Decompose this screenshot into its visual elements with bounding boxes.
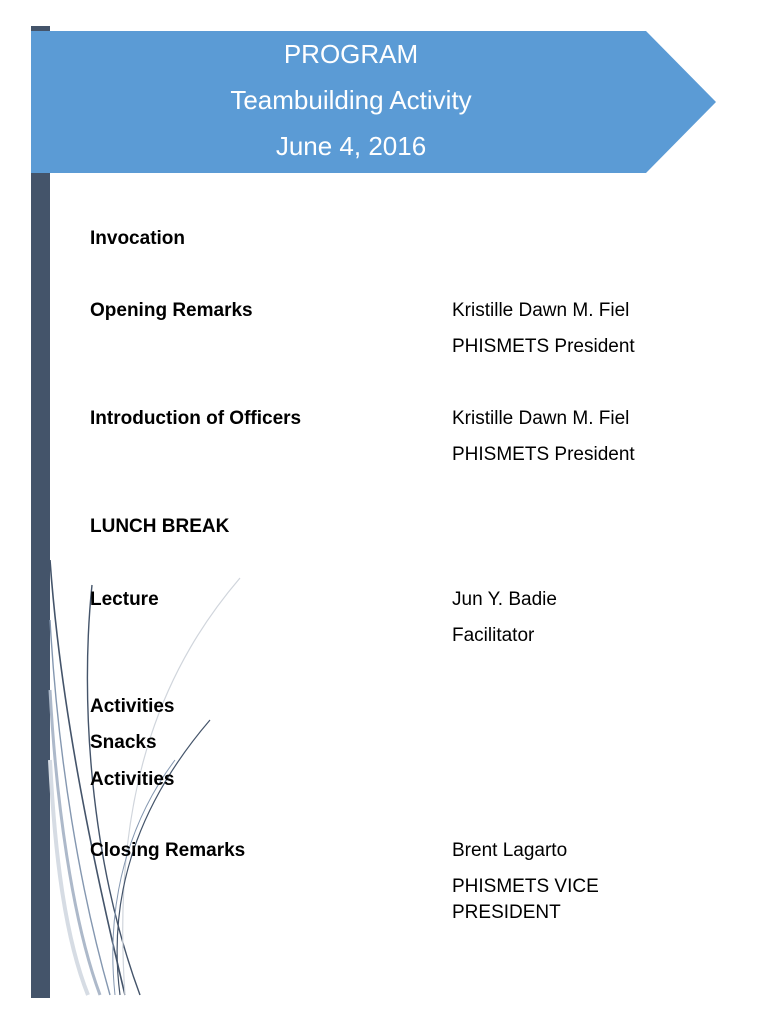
item-label: Activities xyxy=(90,769,175,790)
item-label: Closing Remarks xyxy=(90,840,246,861)
item-label: Introduction of Officers xyxy=(90,408,302,429)
header-title: PROGRAM xyxy=(283,39,419,69)
item-label: LUNCH BREAK xyxy=(90,516,230,537)
speaker-role: PHISMETS President xyxy=(452,336,635,357)
speaker-role: PHISMETS VICE PRESIDENT xyxy=(452,876,599,923)
item-label: Opening Remarks xyxy=(90,300,253,321)
program-header-banner xyxy=(31,31,716,173)
item-speaker xyxy=(452,582,712,654)
item-label: Snacks xyxy=(90,732,157,753)
header-date: June 4, 2016 xyxy=(275,131,427,161)
item-speaker xyxy=(452,293,712,365)
item-label: Lecture xyxy=(90,589,159,610)
item-label: Invocation xyxy=(90,228,186,249)
speaker-role: PHISMETS President xyxy=(452,444,635,465)
header-event-name: Teambuilding Activity xyxy=(230,85,472,115)
speaker-name: Jun Y. Badie xyxy=(452,589,557,610)
speaker-role: Facilitator xyxy=(452,625,535,646)
item-label: Activities xyxy=(90,696,175,717)
item-speaker xyxy=(452,401,712,473)
speaker-name: Kristille Dawn M. Fiel xyxy=(452,300,630,321)
item-speaker xyxy=(452,833,712,926)
speaker-name: Kristille Dawn M. Fiel xyxy=(452,408,630,429)
speaker-name: Brent Lagarto xyxy=(452,840,568,861)
banner-text xyxy=(31,31,671,169)
